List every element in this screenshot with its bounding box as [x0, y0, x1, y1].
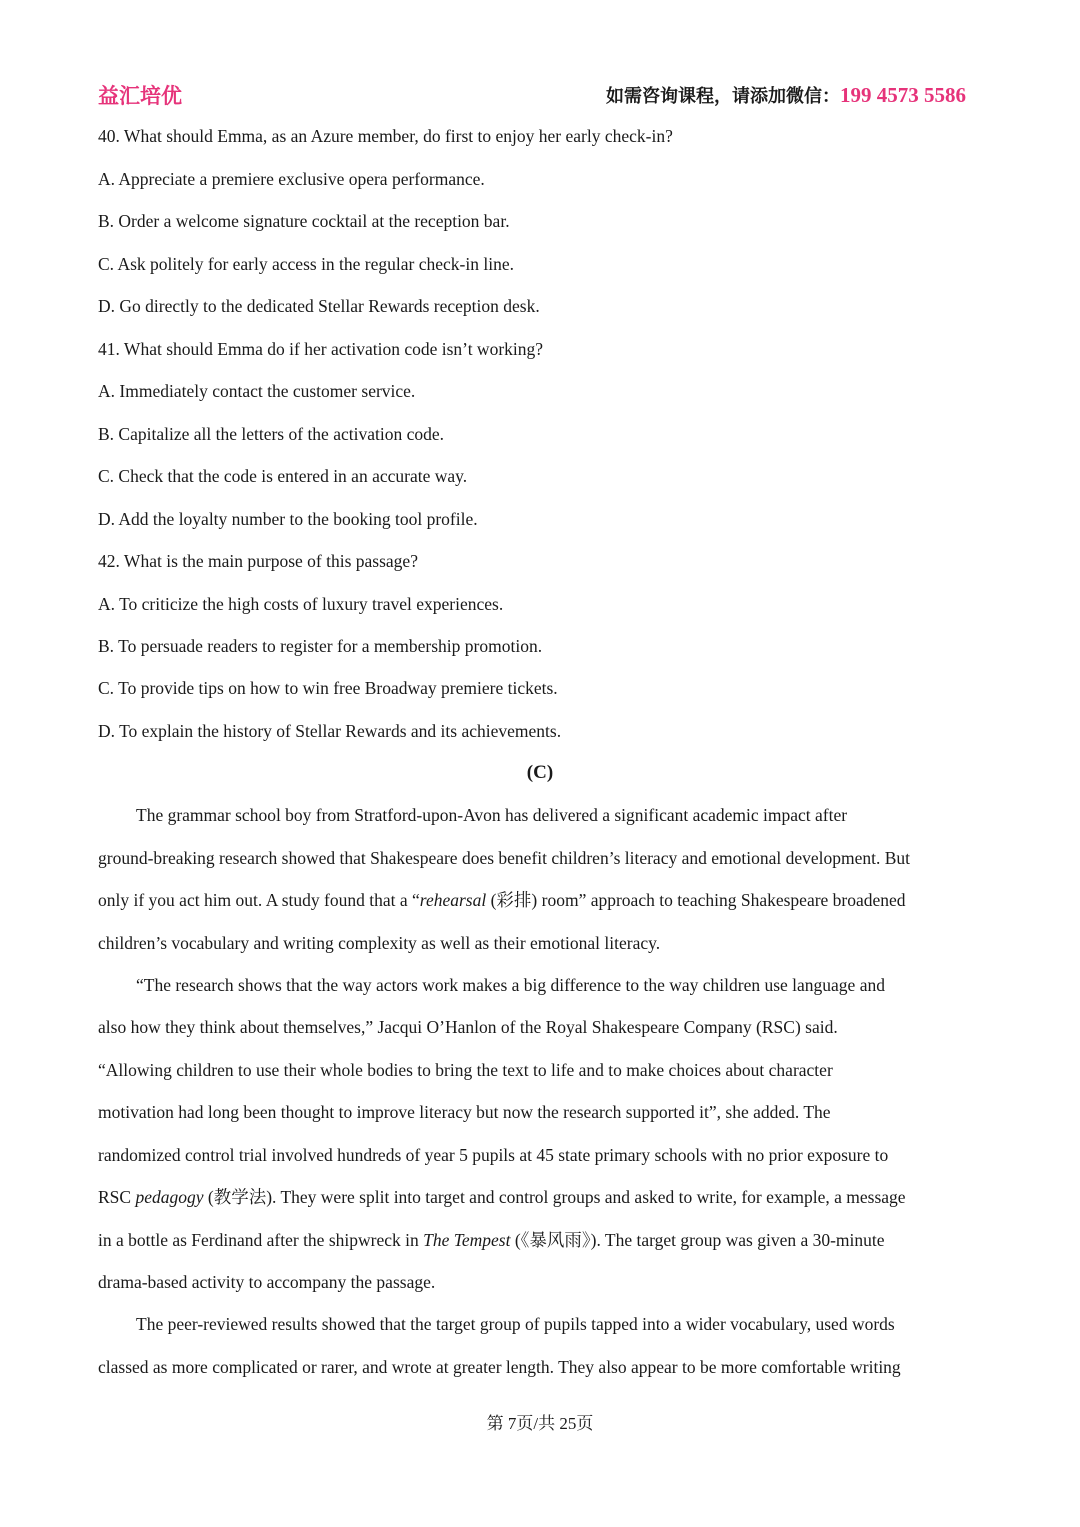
- italic-term: The Tempest: [423, 1230, 511, 1250]
- paragraph-line: [98, 889, 906, 911]
- answer-option: B. Order a welcome signature cocktail at the reception bar.: [98, 211, 510, 231]
- paragraph-line: randomized control trial involved hundreds of year 5 pupils at 45 state primary schools with no prior exposure to: [98, 1145, 889, 1165]
- paragraph-line: children’s vocabulary and writing complexity as well as their emotional literacy.: [98, 933, 661, 953]
- paragraph-line: also how they think about themselves,” Jacqui O’Hanlon of the Royal Shakespeare Company (RSC) said.: [98, 1017, 838, 1037]
- answer-option: D. Go directly to the dedicated Stellar Rewards reception desk.: [98, 296, 540, 316]
- answer-option: A. Appreciate a premiere exclusive opera performance.: [98, 169, 485, 189]
- paragraph-line: The grammar school boy from Stratford-upon-Avon has delivered a significant academic impact after: [136, 805, 848, 825]
- text-segment: (《暴风雨》). The target group was given a 30-minute: [510, 1230, 885, 1250]
- answer-option: A. Immediately contact the customer service.: [98, 381, 416, 401]
- contact-label: 如需咨询课程，请添加微信：: [606, 86, 840, 107]
- page-number: 第 7页/共 25页: [486, 1414, 594, 1433]
- answer-option: B. Capitalize all the letters of the activation code.: [98, 424, 444, 444]
- section-title: (C): [526, 762, 554, 783]
- question-stem: 41. What should Emma do if her activation code isn’t working?: [98, 339, 544, 359]
- contact-phone: 199 4573 5586: [840, 83, 966, 107]
- paragraph-line: drama-based activity to accompany the passage.: [98, 1272, 436, 1292]
- text-segment: RSC: [98, 1187, 136, 1207]
- paragraph-line: The peer-reviewed results showed that the target group of pupils tapped into a wider vocabulary, used words: [136, 1314, 895, 1334]
- paragraph-line: [98, 1186, 906, 1208]
- paragraph-line: [98, 1229, 885, 1251]
- question-stem: 40. What should Emma, as an Azure member, do first to enjoy her early check-in?: [98, 126, 673, 146]
- paragraph-line: motivation had long been thought to improve literacy but now the research supported it”, she added. The: [98, 1102, 831, 1122]
- paragraph-line: classed as more complicated or rarer, and wrote at greater length. They also appear to be more comfortable writing: [98, 1357, 901, 1377]
- paragraph-line: ground-breaking research showed that Shakespeare does benefit children’s literacy and emotional development. But: [98, 848, 911, 868]
- page-header: [98, 80, 966, 112]
- text-segment: only if you act him out. A study found that a “: [98, 890, 420, 910]
- paragraph-line: “Allowing children to use their whole bodies to bring the text to life and to make choices about character: [98, 1060, 833, 1080]
- italic-term: rehearsal: [419, 890, 487, 910]
- contact-info: [606, 82, 966, 108]
- brand-logo-text: 益汇培优: [98, 84, 182, 108]
- text-segment: (教学法). They were split into target and control groups and asked to write, for example, a message: [203, 1187, 906, 1207]
- answer-option: A. To criticize the high costs of luxury travel experiences.: [98, 594, 504, 614]
- answer-option: D. To explain the history of Stellar Rewards and its achievements.: [98, 721, 562, 741]
- question-stem: 42. What is the main purpose of this passage?: [98, 551, 418, 571]
- text-segment: in a bottle as Ferdinand after the shipwreck in: [98, 1230, 424, 1250]
- answer-option: C. To provide tips on how to win free Broadway premiere tickets.: [98, 678, 558, 698]
- text-segment: (彩排) room” approach to teaching Shakespeare broadened: [486, 890, 906, 910]
- italic-term: pedagogy: [135, 1187, 204, 1207]
- answer-option: D. Add the loyalty number to the booking tool profile.: [98, 509, 478, 529]
- answer-option: C. Ask politely for early access in the regular check-in line.: [98, 254, 514, 274]
- answer-option: B. To persuade readers to register for a membership promotion.: [98, 636, 543, 656]
- paragraph-line: “The research shows that the way actors work makes a big difference to the way children use language and: [136, 975, 885, 995]
- answer-option: C. Check that the code is entered in an accurate way.: [98, 466, 468, 486]
